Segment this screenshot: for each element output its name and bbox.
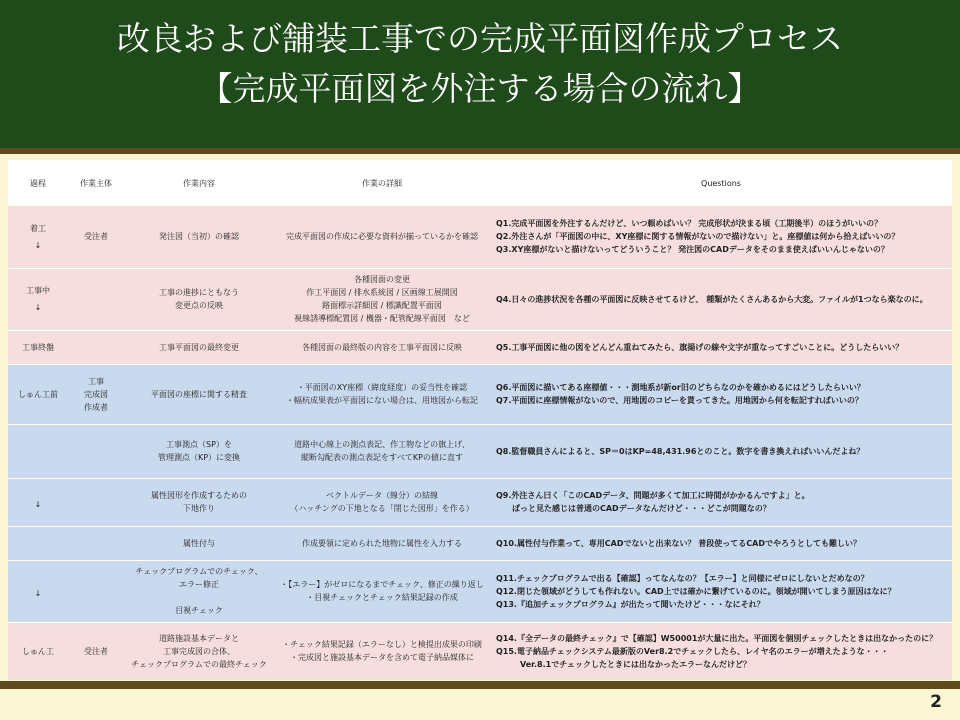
header-task: 作業内容 xyxy=(124,160,274,206)
detail-line: 完成平面図の作成に必要な資料が揃っているかを確認 xyxy=(286,232,478,242)
question-item: Q5.工事平面図に他の図をどんどん重ねてみたら、旗揚げの線や文字が重なってすごいことに。どうしたらいい？ xyxy=(496,342,904,352)
actor-cell xyxy=(68,268,124,330)
header-questions: Questions xyxy=(490,160,952,206)
header-stage: 過程 xyxy=(8,160,68,206)
question-item: Q12.閉じた領域がどうしても作れない。CAD上では確かに繋げているのに。領域が開いてしまう原因はなに？ xyxy=(496,586,896,596)
stage-label: 工事中 xyxy=(26,286,50,295)
stage-cell xyxy=(8,364,68,424)
bottom-divider xyxy=(0,681,960,689)
task-line: エラー修正 xyxy=(179,580,219,589)
detail-cell xyxy=(274,364,490,424)
question-item: Q2.外注さんが「平面図の中に、XY座標に関する情報がないので描けない」と。座標値は何から拾えばいいの？ xyxy=(496,232,900,242)
actor-line: 作成者 xyxy=(84,402,108,412)
table-row xyxy=(8,478,952,526)
question-item: Q11.チェックプログラムで出る【確認】ってなんなの？【エラー】と同様にゼロにしないとだめなの？ xyxy=(496,573,869,583)
actor-cell xyxy=(68,622,124,680)
questions-cell xyxy=(490,526,952,560)
stage-cell xyxy=(8,478,68,526)
detail-line: 道路中心線上の測点表記、作工物などの旗上げ、 xyxy=(294,440,470,449)
down-arrow-icon: ↓ xyxy=(34,240,42,250)
stage-cell xyxy=(8,526,68,560)
actor-cell xyxy=(68,526,124,560)
detail-line: 各種図面の最終版の内容を工事平面図に反映 xyxy=(302,342,462,352)
top-divider xyxy=(0,148,960,154)
task-cell xyxy=(124,560,274,622)
actor-line xyxy=(70,496,122,509)
task-cell xyxy=(124,206,274,268)
task-line: 工事の進捗にともなう xyxy=(159,288,239,297)
actor-cell xyxy=(68,560,124,622)
table-row xyxy=(8,526,952,560)
stage-label: 工事終盤 xyxy=(22,342,54,352)
header-detail: 作業の詳細 xyxy=(274,160,490,206)
stage-label: しゅん工 xyxy=(22,646,54,656)
task-cell xyxy=(124,622,274,680)
questions-cell xyxy=(490,268,952,330)
detail-line: （ハッチングの下地となる「閉じた図形」を作る） xyxy=(290,504,474,513)
questions-cell xyxy=(490,424,952,478)
table-row xyxy=(8,364,952,424)
question-item: Q6.平面図に描いてある座標値・・・測地系が新or旧のどちらなのかを確かめるにはどうしたらいい？ xyxy=(496,383,865,392)
question-item: ぱっと見た感じは普通のCADデータなんだけど・・・どこが問題なの？ xyxy=(496,504,771,513)
task-line: 下地作り xyxy=(183,504,215,513)
detail-cell xyxy=(274,560,490,622)
questions-cell xyxy=(490,622,952,680)
questions-cell xyxy=(490,330,952,364)
title-line-1: 改良および舗装工事での完成平面図作成プロセス xyxy=(117,19,843,58)
question-item: Q14.『全データの最終チェック』で【確認】W50001が大量に出た。平面図を個別チェックしたときは出なかったのに？ xyxy=(496,633,938,643)
task-line: 平面図の座標に関する精査 xyxy=(151,389,247,399)
task-cell xyxy=(124,526,274,560)
stage-cell xyxy=(8,622,68,680)
table-header-row xyxy=(8,160,952,206)
task-cell xyxy=(124,364,274,424)
actor-line xyxy=(70,585,122,598)
actor-line: 工事 xyxy=(88,376,104,386)
table-row xyxy=(8,268,952,330)
stage-cell xyxy=(8,560,68,622)
question-item: Q1.完成平面図を外注するんだけど、いつ頼めばいい？ 完成形状が決まる頃（工期後半）のほうがいいの？ xyxy=(496,219,883,229)
detail-line: ベクトルデータ（線分）の結線 xyxy=(326,491,438,500)
question-item: Q3.XY座標がないと描けないってどういうこと？ 発注図のCADデータをそのまま使えばいいんじゃないの？ xyxy=(496,245,889,255)
detail-line: 路面標示詳細図 / 標識配置平面図 xyxy=(322,301,442,310)
task-line: 工事測点（SP）を xyxy=(166,440,232,449)
question-item: Q13.『追加チェックプログラム』が出たって聞いたけど・・・なにそれ？ xyxy=(496,599,765,609)
detail-line: 縦断勾配表の測点表記をすべてKPの値に直す xyxy=(301,453,463,462)
down-arrow-icon: ↓ xyxy=(34,303,42,312)
task-line: 目視チェック xyxy=(175,606,223,615)
detail-line: 作工平面図 / 排水系統図 / 区画線工展開図 xyxy=(306,288,458,297)
process-table xyxy=(8,160,952,206)
page-title xyxy=(0,14,960,114)
task-line: チェックプログラムでの最終チェック xyxy=(131,659,267,669)
stage-label: 着工 xyxy=(30,223,46,233)
header-actor: 作業主体 xyxy=(68,160,124,206)
question-item: Q8.監督職員さんによると、SP＝0はKP=48,431.96とのこと。数字を書き換えればいいんだよね？ xyxy=(496,446,865,456)
detail-line: ・【エラー】がゼロになるまでチェック、修正の繰り返し xyxy=(280,580,484,589)
actor-line xyxy=(70,341,122,354)
title-banner xyxy=(0,0,960,148)
question-item: Q7.平面図に座標情報がないので、用地図のコピーを貰ってきた。用地図から何を転記すればいいの？ xyxy=(496,396,863,405)
table-row xyxy=(8,330,952,364)
questions-cell xyxy=(490,206,952,268)
table-row xyxy=(8,206,952,268)
detail-cell xyxy=(274,424,490,478)
detail-cell xyxy=(274,526,490,560)
task-line: 属性付与 xyxy=(183,538,215,548)
actor-line xyxy=(70,537,122,550)
stage-cell xyxy=(8,424,68,478)
task-line: チェックプログラムでのチェック、 xyxy=(135,567,263,576)
task-cell xyxy=(124,268,274,330)
detail-line: ・平面図のXY座標（緯度経度）の妥当性を確認 xyxy=(296,383,468,392)
detail-cell xyxy=(274,330,490,364)
task-line: 変更点の反映 xyxy=(175,301,223,310)
questions-cell xyxy=(490,364,952,424)
actor-cell xyxy=(68,364,124,424)
actor-line: 完成図 xyxy=(84,389,108,399)
process-rows xyxy=(8,206,952,680)
table-row xyxy=(8,622,952,680)
detail-line: 各種図面の変更 xyxy=(354,275,410,284)
question-item: Q15.電子納品チェックシステム最新版のVer8.2でチェックしたら、レイヤ名のエラーが増えたような・・・ xyxy=(496,646,889,656)
task-cell xyxy=(124,424,274,478)
title-line-2: 【完成平面図を外注する場合の流れ】 xyxy=(199,69,761,108)
detail-line: ・目視チェックとチェック結果記録の作成 xyxy=(306,593,458,602)
detail-line: ・チェック結果記録（エラーなし）と検提出成果の印刷 xyxy=(282,640,482,650)
task-cell xyxy=(124,478,274,526)
actor-cell xyxy=(68,424,124,478)
task-line: 工事完成図の合体、 xyxy=(163,646,235,656)
detail-line: 視線誘導標配置図 / 機器・配管配線平面図 など xyxy=(294,314,470,323)
actor-line: 受注者 xyxy=(84,646,108,656)
detail-cell xyxy=(274,478,490,526)
detail-line: ・幅杭成果表が平面図にない場合は、用地図から転記 xyxy=(286,396,478,405)
question-item: Ver.8.1でチェックしたときには出なかったエラーなんだけど？ xyxy=(496,659,751,669)
stage-cell xyxy=(8,206,68,268)
down-arrow-icon: ↓ xyxy=(34,588,42,598)
questions-cell xyxy=(490,560,952,622)
down-arrow-icon: ↓ xyxy=(34,499,42,509)
actor-cell xyxy=(68,478,124,526)
task-line: 発注図（当初）の確認 xyxy=(159,232,239,242)
stage-cell xyxy=(8,330,68,364)
actor-cell xyxy=(68,330,124,364)
task-line: 工事平面図の最終変更 xyxy=(159,342,239,352)
actor-cell xyxy=(68,206,124,268)
detail-line: ・完成図と施設基本データを含めて電子納品媒体に xyxy=(290,653,474,663)
stage-label: しゅん工前 xyxy=(18,389,58,399)
task-cell xyxy=(124,330,274,364)
task-line: 道路施設基本データと xyxy=(159,633,239,643)
question-item: Q9.外注さん曰く「このCADデータ、問題が多くて加工に時間がかかるんですよ」と。 xyxy=(496,491,810,500)
detail-cell xyxy=(274,206,490,268)
questions-cell xyxy=(490,478,952,526)
actor-line xyxy=(70,445,122,458)
actor-line xyxy=(70,293,122,306)
task-line: 属性図形を作成するための xyxy=(151,491,247,500)
detail-line: 作成要領に定められた地物に属性を入力する xyxy=(302,538,462,548)
stage-cell xyxy=(8,268,68,330)
table-row xyxy=(8,424,952,478)
table-row xyxy=(8,560,952,622)
detail-cell xyxy=(274,622,490,680)
question-item: Q4.日々の進捗状況を各種の平面図に反映させてるけど、 種類がたくさんあるから大変。ファイルが1つなら楽なのに。 xyxy=(496,294,928,304)
task-line: 管理測点（KP）に変換 xyxy=(157,453,241,462)
actor-line: 受注者 xyxy=(84,232,108,242)
page-number: 2 xyxy=(930,692,942,712)
question-item: Q10.属性付与作業って、専用CADでないと出来ない？ 普段使ってるCADでやろうとしても難しい？ xyxy=(496,538,861,548)
detail-cell xyxy=(274,268,490,330)
task-line xyxy=(126,591,272,604)
